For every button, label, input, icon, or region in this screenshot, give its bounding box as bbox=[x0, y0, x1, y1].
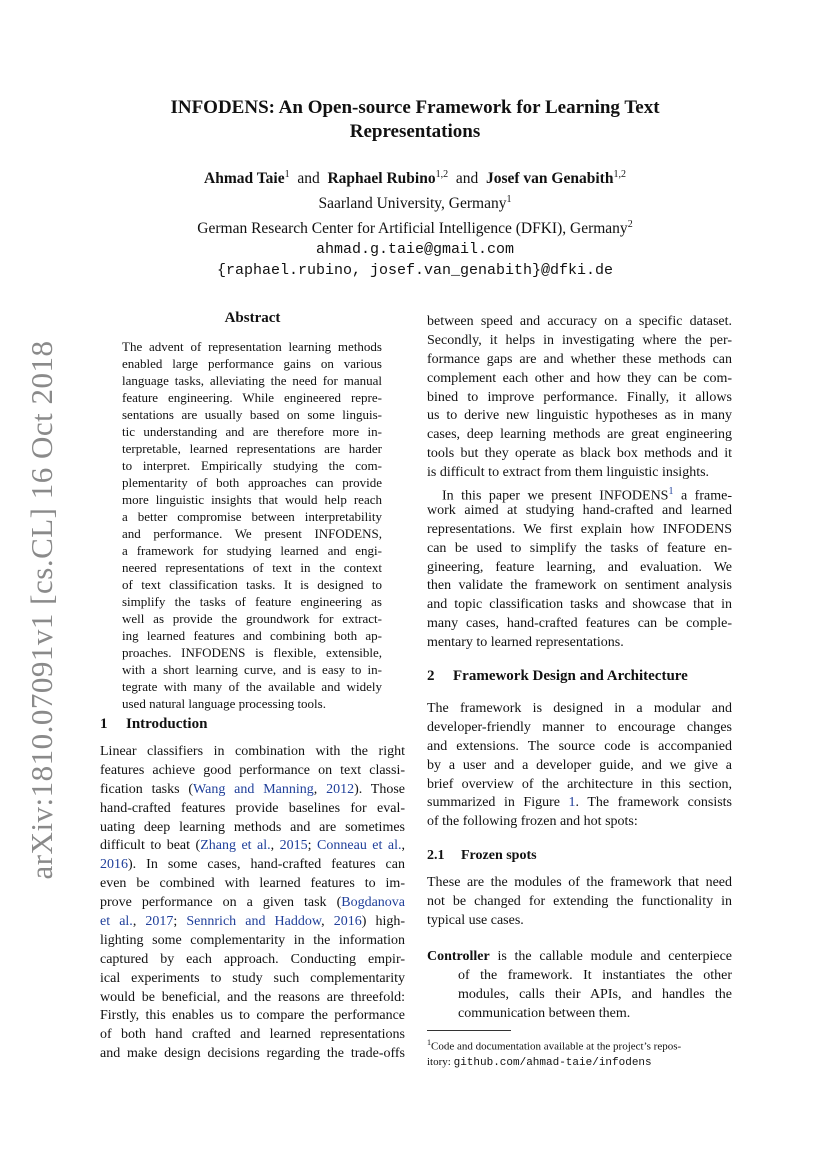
text-line: feature engineering. While engineered repre- bbox=[122, 390, 382, 405]
text-line: enabled large performance gains on various bbox=[122, 356, 382, 371]
citation-link[interactable]: 1 bbox=[568, 795, 576, 811]
text-line: et al., 2017; Sennrich and Haddow, 2016) high- bbox=[100, 914, 405, 930]
text-line: and topic classification tasks and showcase that in bbox=[427, 597, 732, 613]
text-line: typical use cases. bbox=[427, 912, 524, 928]
text-line: of the framework. It instantiates the other bbox=[458, 967, 732, 983]
text-line: with a short learning curve, and is easy to in- bbox=[122, 662, 382, 677]
text-line: lighting some complementarity in the information bbox=[100, 932, 405, 948]
text-line: 2016). In some cases, hand-crafted features can bbox=[100, 857, 405, 873]
text-line: well as provide the groundwork for extract- bbox=[122, 611, 382, 626]
text-line: a framework for studying learned and engi- bbox=[122, 543, 382, 558]
author-email[interactable]: ahmad.g.taie@gmail.com bbox=[315, 241, 515, 259]
citation-link[interactable]: 2015 bbox=[279, 838, 308, 854]
abstract-heading: Abstract bbox=[224, 310, 281, 326]
author-name: Ahmad Taie bbox=[204, 170, 285, 188]
framework-body bbox=[427, 700, 732, 832]
arxiv-identifier bbox=[22, 340, 62, 880]
author-email[interactable]: {raphael.rubino, josef.van_genabith}@dfki.de bbox=[216, 262, 614, 280]
text-line: bined to improve performance. Finally, it allows bbox=[427, 389, 732, 405]
section-heading-introduction: 1 Introduction bbox=[100, 716, 208, 732]
introduction-body bbox=[100, 743, 405, 1064]
text-line: used natural language processing tools. bbox=[122, 696, 326, 711]
footnote-line: $^1$Code and documentation available at the project’s repos- bbox=[427, 1038, 682, 1053]
text-line: tegrate with many of the available and widely bbox=[122, 679, 382, 694]
frozen-spots-body bbox=[427, 874, 732, 931]
footnote-line: itory: github.com/ahmad-taie/infodens bbox=[427, 1055, 652, 1069]
footnote bbox=[427, 1035, 732, 1071]
text-line: sentations are usually based on some linguis- bbox=[122, 407, 382, 422]
citation-link[interactable]: 2017 bbox=[145, 914, 174, 930]
text-line: The framework is designed in a modular and bbox=[427, 701, 732, 716]
footnote-marker[interactable]: 1 bbox=[668, 486, 674, 498]
term-controller: Controller bbox=[427, 949, 490, 964]
citation-link[interactable]: et al. bbox=[100, 914, 133, 930]
text-line: Linear classifiers in combination with the right bbox=[100, 744, 405, 759]
text-line: us to derive new linguistic hypotheses as in many bbox=[427, 408, 732, 424]
text-line: gineering, feature learning, and evaluation. We bbox=[427, 559, 732, 575]
subsection-heading-frozen-spots: 2.1 Frozen spots bbox=[427, 848, 537, 863]
author-names: Ahmad Taie$^1$ and Raphael Rubino$^{1,2}$ and Josef van Genabith$^{1,2}$ bbox=[204, 169, 626, 188]
text-line: of text classification tasks. It is designed to bbox=[122, 577, 382, 592]
citation-link[interactable]: Sennrich and Haddow bbox=[186, 914, 322, 930]
text-line: Controller is the callable module and centerpiece bbox=[427, 949, 732, 964]
text-line: of both hand crafted and learned representations bbox=[100, 1027, 405, 1043]
citation-link[interactable]: 2016 bbox=[100, 857, 128, 873]
text-line: hand-crafted features provide baselines for eval- bbox=[100, 800, 405, 816]
repository-link[interactable]: github.com/ahmad-taie/infodens bbox=[453, 1056, 652, 1069]
text-line: a better compromise between interpretability bbox=[122, 509, 382, 524]
text-line: and extensions. The source code is accompanied bbox=[427, 738, 732, 754]
text-line: cases, deep learning methods are great engineering bbox=[427, 427, 732, 443]
text-line: is difficult to extract from them linguistic insights. bbox=[427, 465, 710, 481]
text-line: plementarity of both approaches can provide bbox=[122, 475, 382, 490]
text-line: between speed and accuracy on a specific dataset. bbox=[427, 314, 732, 329]
text-line: brief overview of the architecture in this section, bbox=[427, 776, 732, 792]
text-line: prove performance on a given task (Bogdanova bbox=[100, 895, 405, 911]
title-line: Representations bbox=[349, 121, 481, 142]
citation-link[interactable]: 2016 bbox=[333, 914, 362, 930]
controller-definition bbox=[427, 948, 732, 1024]
footnote-rule bbox=[427, 1030, 511, 1031]
text-line: to interpret. Empirically studying the com- bbox=[122, 458, 382, 473]
text-line: language tasks, alleviating the need for manual bbox=[122, 373, 382, 388]
text-line: and make design decisions regarding the trade-offs bbox=[100, 1046, 405, 1062]
title-line: INFODENS: An Open-source Framework for Learning Text bbox=[170, 97, 660, 118]
text-line: even be combined with learned features to im- bbox=[100, 876, 405, 892]
text-line: formance gaps are and whether these methods can bbox=[427, 351, 732, 367]
citation-link[interactable]: Wang and Manning bbox=[193, 781, 314, 797]
text-line: difficult to beat (Zhang et al., 2015; Conneau et al., bbox=[100, 838, 406, 854]
author-block bbox=[100, 164, 730, 281]
text-line: tools but they operate as black box methods and it bbox=[427, 446, 732, 462]
abstract-body bbox=[122, 338, 382, 712]
text-line: uating deep learning methods and are sometimes bbox=[100, 819, 405, 835]
text-line: In this paper we present INFODENS$^1$ a frame- bbox=[442, 486, 732, 504]
text-line: captured by each approach. Conducting empir- bbox=[100, 951, 405, 967]
text-line: ing learned features and combining both ap- bbox=[122, 628, 382, 643]
text-line: Firstly, this enables us to compare the performance bbox=[100, 1008, 405, 1024]
text-line: ical experiments to study such complementarity bbox=[100, 970, 405, 986]
text-line: modules, calls their APIs, and handles the bbox=[458, 986, 732, 1002]
text-line: These are the modules of the framework that need bbox=[427, 875, 732, 890]
text-line: features achieve good performance on text classi- bbox=[100, 762, 405, 778]
paper-title bbox=[100, 96, 730, 144]
text-line: representations. We first explain how INFODENS bbox=[427, 521, 732, 537]
text-line: and performance. We present INFODENS, bbox=[122, 526, 382, 541]
text-line: mentary to learned representations. bbox=[427, 635, 624, 651]
text-line: proaches. INFODENS is flexible, extensible, bbox=[122, 645, 382, 660]
text-line: Secondly, it helps in investigating where the per- bbox=[427, 332, 732, 348]
text-line: of the following frozen and hot spots: bbox=[427, 814, 638, 830]
text-line: not be changed for extending the functionality in bbox=[427, 893, 732, 909]
text-line: summarized in Figure 1. The framework consists bbox=[427, 795, 732, 811]
text-line: tic understanding and are therefore more in- bbox=[122, 424, 382, 439]
affiliation: German Research Center for Artificial Intelligence (DFKI), Germany$^2$ bbox=[197, 219, 633, 238]
text-line: The advent of representation learning methods bbox=[122, 339, 382, 354]
text-line: work aimed at studying hand-crafted and learned bbox=[427, 502, 732, 518]
citation-link[interactable]: Conneau et al. bbox=[317, 838, 402, 854]
text-line: can be used to simplify the tasks of feature en- bbox=[427, 540, 732, 556]
text-line: complement each other and how they can be com- bbox=[427, 370, 732, 386]
text-line: more linguistic insights that would help reach bbox=[122, 492, 382, 507]
text-line: terpretable, learned representations are harder bbox=[122, 441, 382, 456]
citation-link[interactable]: Bogdanova bbox=[341, 895, 405, 911]
text-line: neered representations of text in the context bbox=[122, 560, 382, 575]
section-heading-framework: 2 Framework Design and Architecture bbox=[427, 668, 688, 684]
citation-link[interactable]: 2012 bbox=[326, 781, 355, 797]
introduction-continued bbox=[427, 313, 732, 653]
text-line: simplify the tasks of feature engineering as bbox=[122, 594, 382, 609]
author-name: Raphael Rubino bbox=[327, 170, 436, 188]
text-line: by a user and a developer guide, and we give a bbox=[427, 757, 732, 773]
text-line: developer-friendly manner to encourage changes bbox=[427, 719, 732, 735]
citation-link[interactable]: Zhang et al. bbox=[200, 838, 271, 854]
author-name: Josef van Genabith bbox=[485, 170, 614, 188]
text-line: many cases, hand-crafted features can be comple- bbox=[427, 616, 732, 632]
text-line: fication tasks (Wang and Manning, 2012). Those bbox=[100, 781, 405, 797]
text-line: would be beneficial, and the reasons are threefold: bbox=[100, 989, 405, 1005]
text-line: then validate the framework on sentiment analysis bbox=[427, 578, 732, 594]
text-line: communication between them. bbox=[458, 1005, 631, 1021]
affiliation: Saarland University, Germany$^1$ bbox=[318, 194, 512, 213]
arxiv-identifier-text: arXiv:1810.07091v1 [cs.CL] 16 Oct 2018 bbox=[24, 340, 59, 880]
